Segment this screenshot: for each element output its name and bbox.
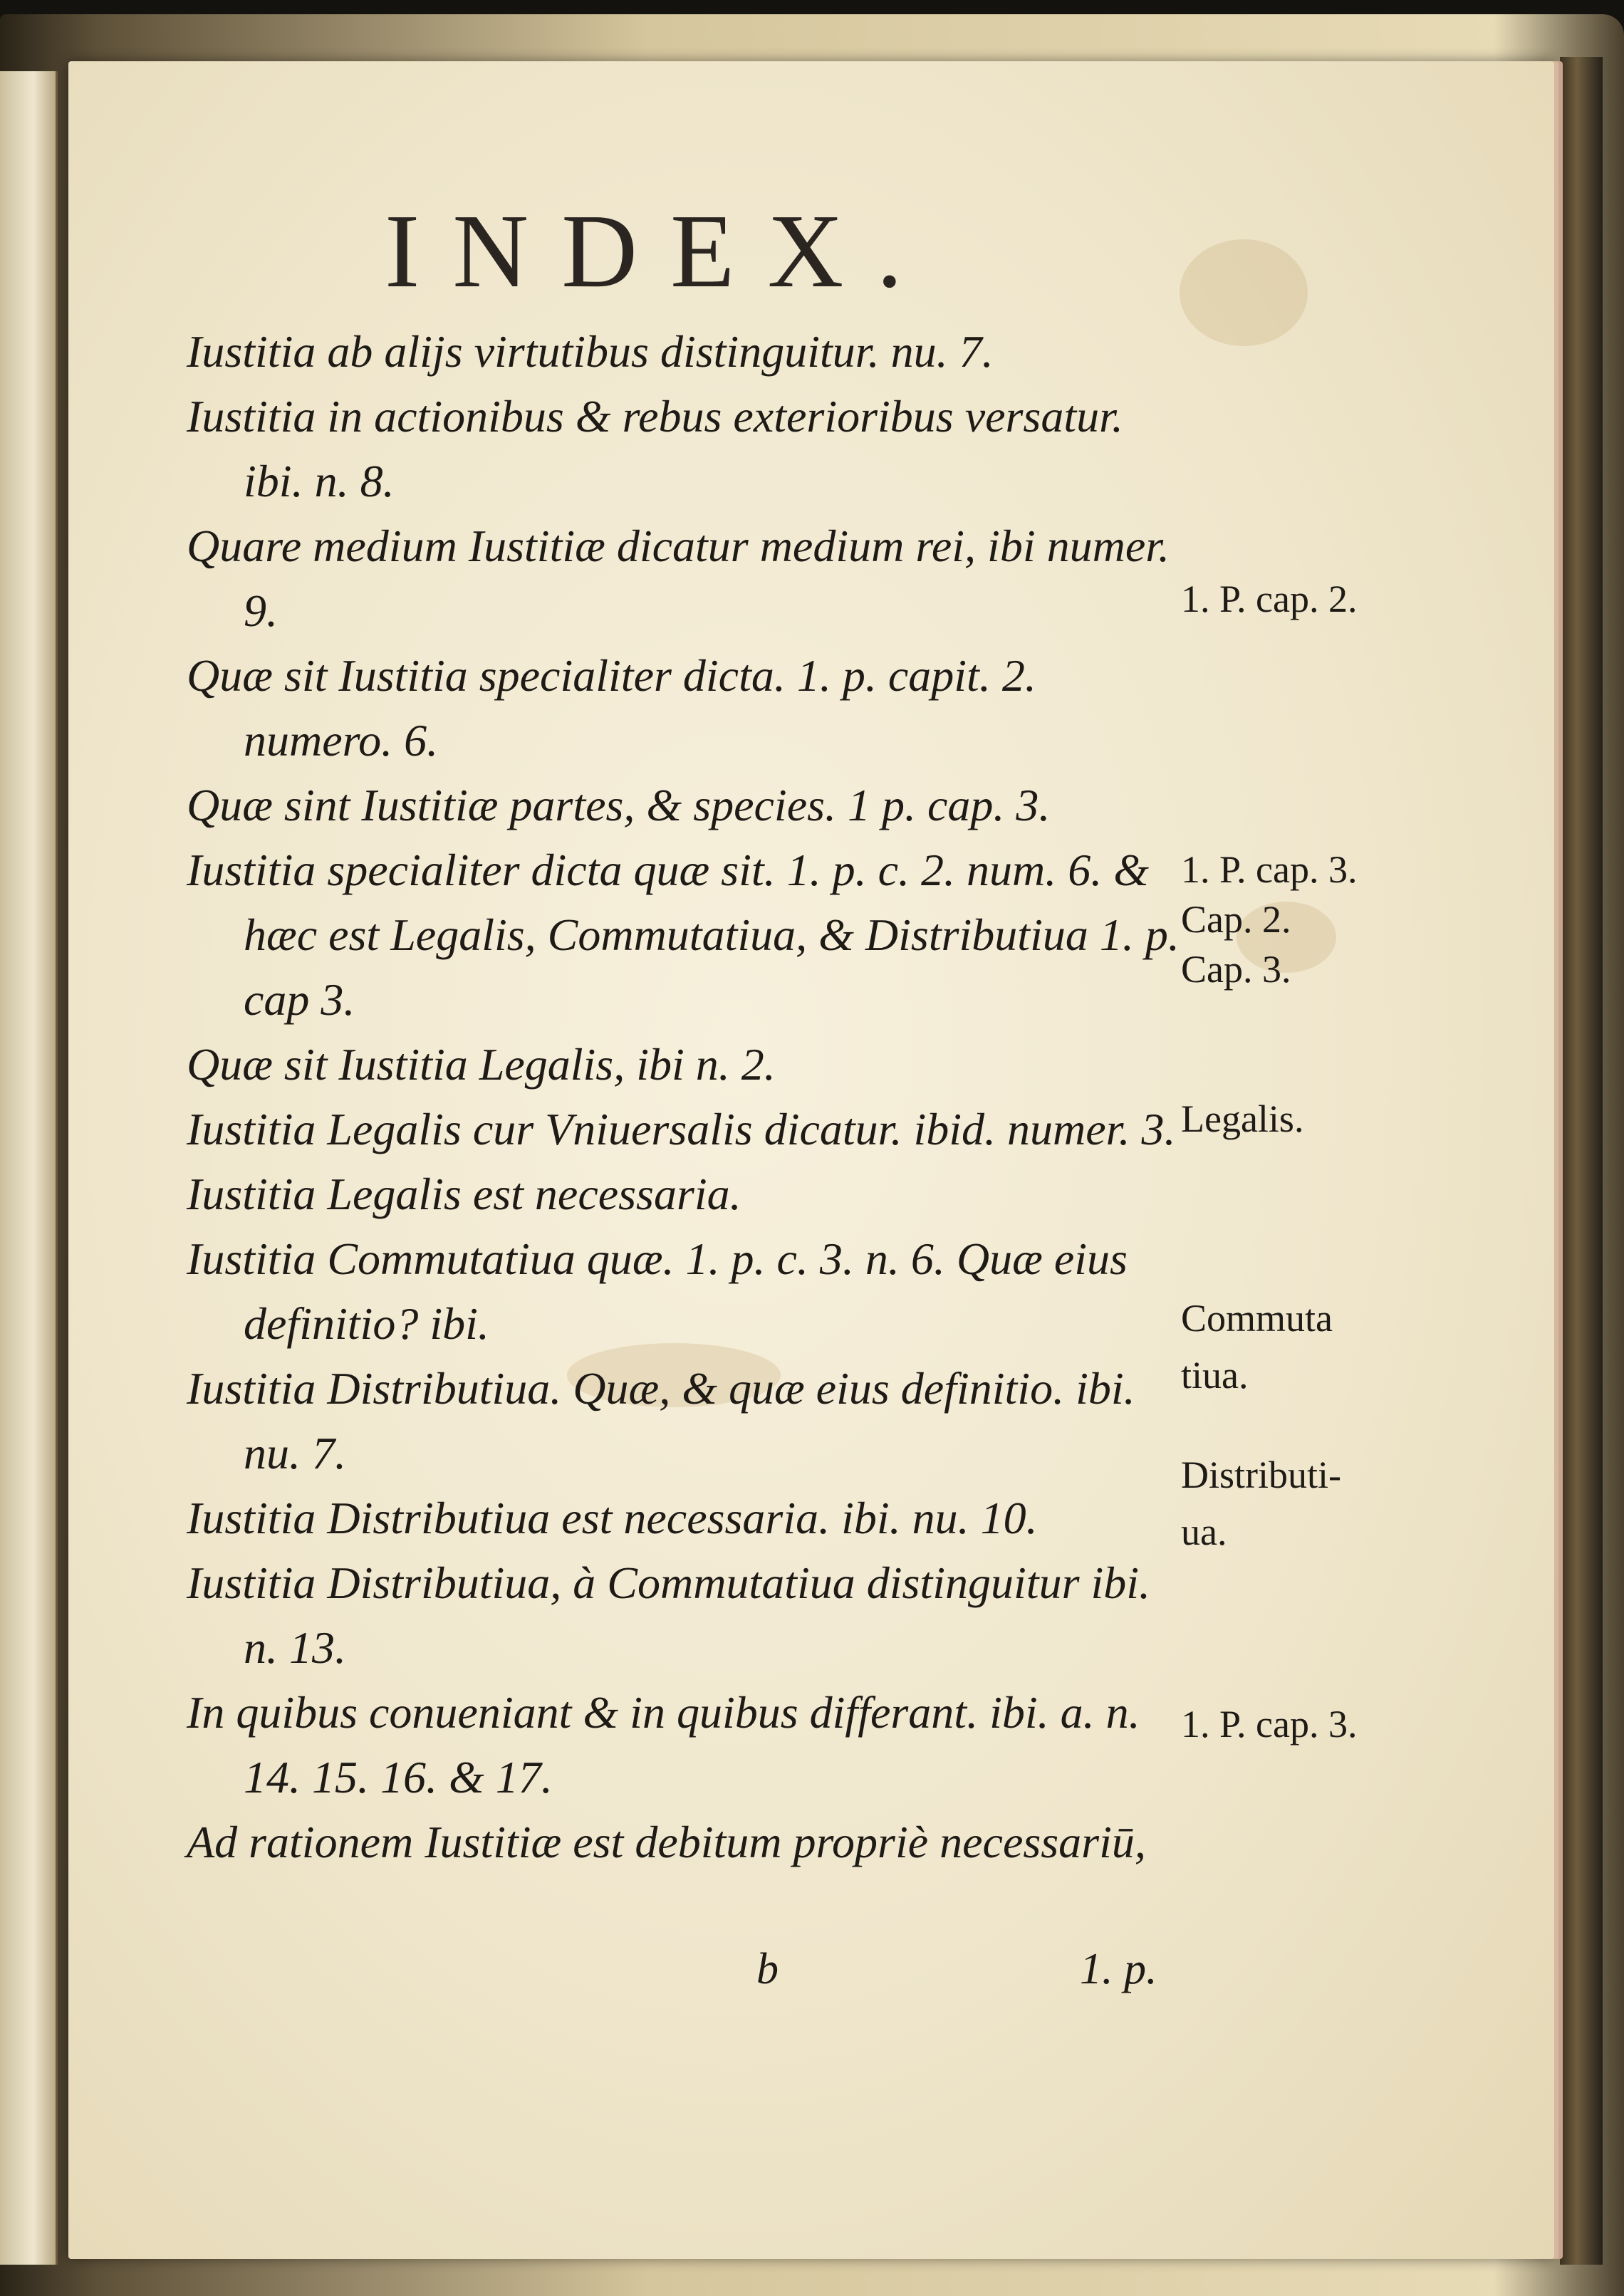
margin-note: 1. P. cap. 3. <box>1181 848 1358 891</box>
margin-note: Legalis. <box>1181 1097 1304 1140</box>
index-entry: Iustitia ab alijs virtutibus distinguitur. nu. 7. <box>187 326 994 377</box>
margin-note: tiua. <box>1181 1354 1249 1397</box>
margin-note: Commuta <box>1181 1297 1333 1340</box>
index-entry: Iustitia Commutatiua quæ. 1. p. c. 3. n. 6. Quæ eius definitio? ibi. <box>187 1233 1128 1349</box>
index-entry: Iustitia Legalis est necessaria. <box>187 1169 741 1219</box>
page-title: INDEX. <box>385 193 936 310</box>
index-entry: Iustitia specialiter dicta quæ sit. 1. p. c. 2. num. 6. & hæc est Legalis, Commutatiua, & Distributiua 1. p. cap 3. <box>187 845 1180 1025</box>
index-entry: Iustitia Legalis cur Vniuersalis dicatur. ibid. numer. 3. <box>187 1104 1176 1154</box>
margin-note: Cap. 3. <box>1181 948 1291 991</box>
index-entry: Quare medium Iustitiæ dicatur medium rei, ibi numer. 9. <box>187 521 1170 636</box>
catchword: 1. p. <box>1080 1945 1157 1993</box>
index-entry: In quibus conueniant & in quibus differant. ibi. a. n. 14. 15. 16. & 17. <box>187 1687 1140 1802</box>
index-entry: Iustitia Distributiua est necessaria. ibi. nu. 10. <box>187 1493 1038 1543</box>
margin-note: 1. P. cap. 2. <box>1181 578 1358 620</box>
index-entry: Iustitia Distributiua. Quæ, & quæ eius definitio. ibi. nu. 7. <box>187 1363 1135 1478</box>
margin-note: Distributi- <box>1181 1454 1341 1496</box>
index-entry: Quæ sit Iustitia Legalis, ibi n. 2. <box>187 1039 776 1090</box>
margin-note: ua. <box>1181 1510 1227 1553</box>
signature-mark: b <box>756 1945 779 1993</box>
index-entry: Quæ sint Iustitiæ partes, & species. 1 p. cap. 3. <box>187 780 1051 830</box>
index-entry: Iustitia in actionibus & rebus exterioribus versatur. ibi. n. 8. <box>187 391 1123 506</box>
index-entry: Ad rationem Iustitiæ est debitum propriè necessariū, <box>187 1817 1146 1867</box>
margin-note: 1. P. cap. 3. <box>1181 1703 1358 1746</box>
index-entry: Iustitia Distributiua, à Commutatiua distinguitur ibi. n. 13. <box>187 1557 1151 1673</box>
margin-note: Cap. 2. <box>1181 898 1291 941</box>
index-entry: Quæ sit Iustitia specialiter dicta. 1. p. capit. 2. numero. 6. <box>187 650 1036 766</box>
